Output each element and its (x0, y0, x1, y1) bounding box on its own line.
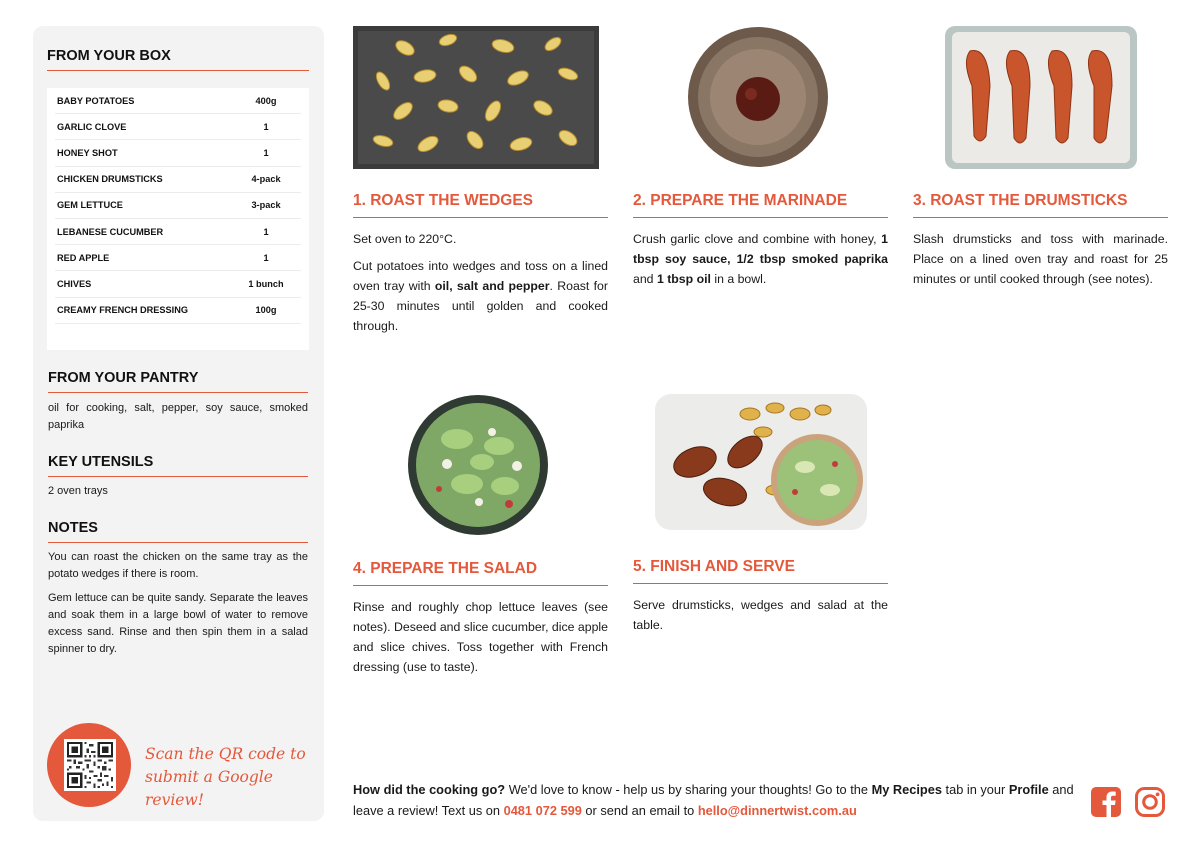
text-run: in a bowl. (710, 272, 767, 286)
instagram-icon[interactable] (1134, 786, 1166, 818)
ingredient-name: GARLIC CLOVE (57, 121, 127, 132)
salad-bowl-photo (407, 394, 549, 536)
table-row (55, 114, 301, 140)
profile-link[interactable]: Profile (1008, 782, 1049, 797)
review-footer (353, 779, 1078, 821)
qr-badge (47, 723, 131, 807)
notes-title: NOTES (48, 520, 308, 543)
ingredient-name: CHICKEN DRUMSTICKS (57, 174, 163, 185)
text-run: We'd love to know - help us by sharing your thoughts! Go to the (505, 782, 872, 797)
utensils-text: 2 oven trays (48, 485, 108, 497)
footer-question: How did the cooking go? (353, 782, 506, 797)
phone-link[interactable]: 0481 072 599 (503, 803, 582, 818)
table-row (55, 88, 301, 114)
ingredient-name: GEM LETTUCE (57, 200, 123, 211)
box-ingredients-table (47, 88, 309, 350)
ingredient-qty: 1 (263, 147, 269, 158)
ingredient-qty: 1 (263, 226, 269, 237)
ingredient-name: HONEY SHOT (57, 147, 118, 158)
finish-serve-photo (655, 392, 867, 532)
step-1-para-2 (353, 256, 608, 336)
step-1 (353, 192, 608, 343)
from-your-pantry-title: FROM YOUR PANTRY (48, 370, 308, 393)
ingredient-qty: 400g (255, 95, 277, 106)
key-utensils-title: KEY UTENSILS (48, 454, 308, 477)
step-2-para (633, 229, 888, 289)
ingredient-name: RED APPLE (57, 252, 110, 263)
step-5-text: Serve drumsticks, wedges and salad at the table. (633, 598, 888, 632)
text-run: tab in your (941, 782, 1009, 797)
table-row (55, 245, 301, 271)
note-item: Gem lettuce can be quite sandy. Separate the leaves and soak them in a large bowl of water to remove excess sand. Rinse and then spin them in a salad spinner to dry. (48, 592, 308, 655)
text-run: or send an email to (581, 803, 698, 818)
table-row (55, 140, 301, 166)
step-3-text: Slash drumsticks and toss with marinade. Place on a lined oven tray and roast for 25 minutes or until cooked through (see notes). (913, 232, 1168, 286)
table-row (55, 193, 301, 219)
text-run: and (633, 272, 657, 286)
step-3-title: 3. ROAST THE DRUMSTICKS (913, 192, 1168, 218)
step-2-title: 2. PREPARE THE MARINADE (633, 192, 888, 218)
text-run: . Roast for 25-30 minutes until golden and cooked through. (353, 279, 608, 333)
marinade-bowl-photo (687, 26, 829, 168)
ingredient-qty: 3-pack (251, 200, 281, 211)
step-5-title: 5. FINISH AND SERVE (633, 558, 888, 584)
ingredient-name: CHIVES (57, 278, 92, 289)
qr-code-icon[interactable] (64, 739, 116, 791)
roast-wedges-photo (353, 26, 599, 169)
drumsticks-tray-photo (940, 26, 1142, 169)
ingredient-qty: 1 (263, 252, 269, 263)
step-4 (353, 560, 608, 677)
ingredient-name: LEBANESE CUCUMBER (57, 226, 164, 237)
step-4-text: Rinse and roughly chop lettuce leaves (see notes). Deseed and slice cucumber, dice apple and slice chives. Toss together with French dressing (use to taste). (353, 600, 608, 674)
notes-list (48, 549, 308, 665)
step-4-title: 4. PREPARE THE SALAD (353, 560, 608, 586)
pantry-text: oil for cooking, salt, pepper, soy sauce, smoked paprika (48, 402, 308, 431)
step-2 (633, 192, 888, 296)
table-row (55, 271, 301, 297)
step-1-title: 1. ROAST THE WEDGES (353, 192, 608, 218)
step-3 (913, 192, 1168, 289)
email-link[interactable]: hello@dinnertwist.com.au (697, 803, 857, 818)
step-2-text (633, 229, 888, 289)
note-item: You can roast the chicken on the same tray as the potato wedges if there is room. (48, 551, 308, 580)
ingredients-sidebar (33, 26, 324, 821)
ingredient-qty: 4-pack (251, 174, 281, 185)
text-run: Crush garlic clove and combine with honey, (633, 232, 882, 246)
text-bold: 1 tbsp oil (656, 272, 711, 286)
table-row (55, 219, 301, 245)
ingredient-name: BABY POTATOES (57, 95, 135, 106)
text-bold: 1 tbsp soy sauce, 1/2 tbsp smoked paprika (633, 232, 888, 266)
text-run: and leave a review! Text us on (353, 782, 1074, 818)
facebook-icon[interactable] (1090, 786, 1122, 818)
qr-review-prompt (145, 743, 315, 812)
table-row (55, 167, 301, 193)
from-your-box-title: FROM YOUR BOX (47, 48, 309, 71)
text-bold: oil, salt and pepper (434, 279, 550, 293)
step-5 (633, 558, 888, 635)
ingredient-name: CREAMY FRENCH DRESSING (57, 305, 189, 316)
qr-prompt-line-1: Scan the QR code to (145, 745, 306, 763)
qr-prompt-line-2: submit a Google review! (145, 768, 273, 809)
step-1-text (353, 229, 608, 336)
ingredient-qty: 100g (255, 305, 277, 316)
ingredient-qty: 1 (263, 121, 269, 132)
text-run: Cut potatoes into wedges and toss on a lined oven tray with (353, 259, 608, 293)
ingredient-qty: 1 bunch (248, 278, 284, 289)
table-row (55, 298, 301, 324)
my-recipes-tab-link[interactable]: My Recipes (871, 782, 942, 797)
step-1-para-1: Set oven to 220°C. (353, 232, 457, 246)
